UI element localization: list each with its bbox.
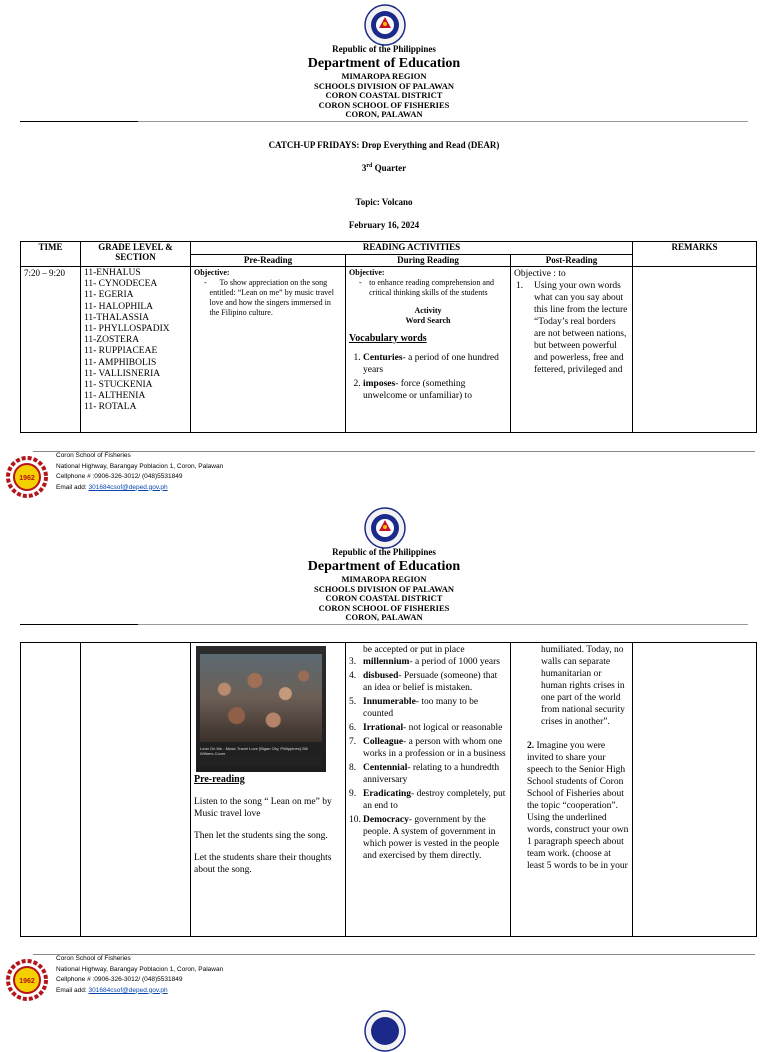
video-channel-bar [200, 756, 322, 766]
vocab-item: 5. Innumerable- too many to be counted [349, 697, 479, 719]
section-item: 11- AMPHIBOLIS [84, 357, 157, 368]
section-item: 11- PHYLLOSPADIX [84, 324, 170, 335]
page-2-footer [0, 953, 768, 1001]
vocab-item: 9. Eradicating- destroy completely, put an end to [349, 789, 506, 811]
post-question-1: 1. Using your own words what can you say about this line from the lecture “Today’s real borders are not between nations, but between powerful and powerless, free and fettered, privileged and [516, 281, 628, 375]
remarks-cell [633, 267, 757, 433]
vocab-heading: Vocabulary words [349, 333, 427, 344]
footer-phone: Cellphone # :0906-326-3012/ (048)5531849 [56, 976, 183, 983]
section-item: 11- HALOPHILA [84, 301, 154, 312]
footer-text [56, 451, 223, 493]
during-objective-label: Objective: [349, 268, 385, 277]
section-item: 11- CYNODECEA [84, 279, 158, 290]
pre-objective: - To show appreciation on the song entitled: “Lean on me” by music travel love and how the singers immersed in the Filipino culture. [194, 278, 342, 318]
republic-line: Republic of the Philippines [332, 547, 436, 557]
footer-email-line: Email add: 301684csof@deped.gov.ph [56, 483, 168, 491]
vocab-item: 3. millennium- a period of 1000 years [349, 657, 500, 667]
region-line: MIMAROPA REGION [341, 574, 427, 584]
footer-address: National Highway, Barangay Poblacion 1, Coron, Palawan [56, 462, 224, 470]
footer-email-link[interactable]: 301684csof@deped.gov.ph [88, 986, 168, 994]
pre-reading-cell [191, 267, 346, 433]
vocab-item: 7. Colleague- a person with whom one works in a profession or in a business [349, 737, 506, 759]
svg-text:1962: 1962 [19, 475, 35, 482]
reading-activities-table [20, 241, 757, 433]
quarter-line: 3rd Quarter [361, 163, 407, 173]
footer-email-line: Email add: 301684csof@deped.gov.ph [56, 986, 168, 994]
footer-school: Coron School of Fisheries [56, 955, 131, 962]
header-pre-reading: Pre-Reading [191, 254, 346, 267]
video-thumbnail[interactable] [196, 646, 326, 772]
vocab-continued: be accepted or put in place [363, 645, 465, 655]
page-1-footer [0, 450, 768, 498]
during-objective-text: to enhance reading comprehension and critical thinking skills of the students [369, 278, 494, 297]
school-line: CORON SCHOOL OF FISHERIES [318, 99, 450, 110]
deped-seal-icon [364, 507, 406, 549]
header-post-reading: Post-Reading [511, 254, 633, 267]
vocab-item: 1. Centuries- a period of one hundred years [363, 352, 507, 376]
sections-cell [81, 643, 191, 937]
republic-line: Republic of the Philippines [332, 44, 436, 54]
vocab-list [349, 656, 507, 862]
post-question-1-continued: humiliated. Today, no walls can separate humanitarian or human rights crises in one part of the world from national security crises in another”. [541, 645, 625, 727]
footer-address: National Highway, Barangay Poblacion 1, Coron, Palawan [56, 965, 224, 973]
time-cell [21, 643, 81, 937]
division-line: SCHOOLS DIVISION OF PALAWAN [313, 80, 455, 91]
header-reading-activities: READING ACTIVITIES [191, 242, 633, 255]
date-line: February 16, 2024 [348, 220, 420, 230]
pre-reading-step-2: Then let the students sing the song. [194, 831, 328, 841]
video-caption: Lean On Me - Music Travel Love (Bigan City, Philippines) Bill Withers Cover [200, 746, 308, 756]
header-grade: GRADE LEVEL & SECTION [81, 242, 191, 267]
place-line: CORON, PALAWAN [345, 612, 423, 622]
place-line: CORON, PALAWAN [345, 109, 423, 119]
pre-objective-text: To show appreciation on the song entitled: “Lean on me” by music travel love and how the singers immersed in the Filipino culture. [209, 278, 334, 317]
post-objective-label: Objective : to [514, 269, 566, 279]
pre-reading-step-1: Listen to the song “ Lean on me” by Music travel love [194, 797, 332, 819]
section-item: 11- RUPPIACEAE [84, 346, 158, 357]
post-question-2: 2. Imagine you were invited to share your speech to the Senior High School students of Coron School of Fisheries about the topic “cooperation”. Using the underlined words, construct your own 1 paragraph speech about team work. (choose at least 5 words to be in your [527, 741, 629, 871]
vocab-list [349, 352, 507, 402]
activity-label: Activity [414, 306, 442, 315]
footer-email-link[interactable]: 301684csof@deped.gov.ph [88, 483, 168, 491]
word-search-label: Word Search [405, 316, 451, 325]
section-item: 11- ALTHENIA [84, 391, 146, 402]
vocab-item: 10. Democracy- government by the people. A system of government in which power is vested in the people and exercised by them directly. [349, 815, 500, 861]
during-objective: - to enhance reading comprehension and critical thinking skills of the students [349, 278, 507, 298]
pre-reading-step-3: Let the students share their thoughts about the song. [194, 853, 332, 875]
section-item: 11-ENHALUS [84, 268, 141, 278]
deped-seal-icon [364, 4, 406, 46]
post-reading-cell [511, 643, 633, 937]
time-cell: 7:20 – 9:20 [21, 267, 81, 433]
topic-line: Topic: Volcano [355, 197, 413, 207]
pre-reading-cell [191, 643, 346, 937]
pre-objective-label: Objective: [194, 268, 230, 277]
footer-text [56, 954, 223, 996]
header-time: TIME [21, 242, 81, 267]
doc-title: CATCH-UP FRIDAYS: Drop Everything and Read (DEAR) [268, 140, 500, 150]
school-logo-icon [6, 456, 48, 498]
sections-cell [81, 267, 191, 433]
district-line: CORON COASTAL DISTRICT [325, 593, 443, 603]
vocab-item: 2. imposes- force (something unwelcome or unfamiliar) to [363, 378, 507, 402]
section-item: 11- ROTALA [84, 402, 137, 413]
during-reading-cell [346, 643, 511, 937]
district-line: CORON COASTAL DISTRICT [325, 90, 443, 100]
section-item: 11- EGERIA [84, 290, 134, 301]
deped-seal-icon [364, 1010, 406, 1052]
section-item: 11-THALASSIA [84, 312, 150, 323]
pre-reading-heading: Pre-reading [194, 774, 245, 785]
department-title: Department of Education [307, 559, 461, 574]
remarks-cell [633, 643, 757, 937]
post-reading-cell [511, 267, 633, 433]
during-reading-cell [346, 267, 511, 433]
reading-activities-table-continued [20, 642, 757, 937]
header-during-reading: During Reading [346, 254, 511, 267]
vocab-item: 6. Irrational- not logical or reasonable [349, 723, 503, 733]
section-item: 11-ZOSTERA [84, 335, 140, 346]
footer-school: Coron School of Fisheries [56, 452, 131, 459]
region-line: MIMAROPA REGION [341, 71, 427, 81]
header-remarks: REMARKS [633, 242, 757, 267]
header-divider-short [20, 121, 138, 122]
video-frame [200, 654, 322, 742]
vocab-item: 4. disbused- Persuade (someone) that an idea or belief is mistaken. [349, 671, 498, 693]
vocab-item: 8. Centennial- relating to a hundredth anniversary [349, 763, 500, 785]
division-line: SCHOOLS DIVISION OF PALAWAN [313, 583, 455, 594]
svg-text:1962: 1962 [19, 978, 35, 985]
school-logo-icon [6, 959, 48, 1001]
footer-phone: Cellphone # :0906-326-3012/ (048)5531849 [56, 473, 183, 480]
section-item: 11- VALLISNERIA [84, 368, 161, 379]
section-item: 11- STUCKENIA [84, 380, 153, 391]
school-line: CORON SCHOOL OF FISHERIES [318, 602, 450, 613]
department-title: Department of Education [307, 56, 461, 71]
header-divider-short [20, 624, 138, 625]
